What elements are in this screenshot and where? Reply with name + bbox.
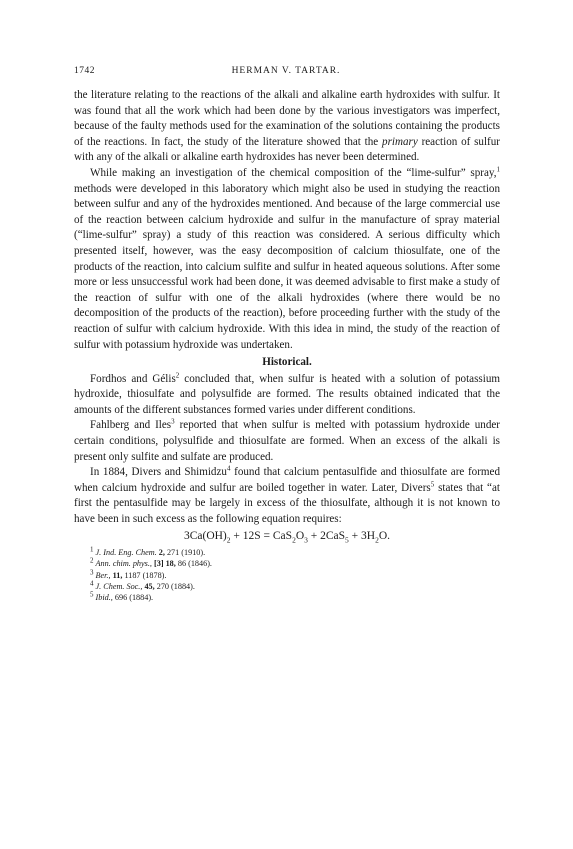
footnote-number: 1 bbox=[90, 545, 94, 554]
eq-subscript: 2 bbox=[292, 534, 296, 544]
eq-term: + 2CaS bbox=[307, 529, 346, 542]
eq-subscript: 2 bbox=[375, 534, 379, 544]
text-run: found that calcium pentasulfide and thiosulfate are formed when calcium hydroxide and sulfur are boiled together in water. Later, Divers bbox=[74, 466, 501, 494]
footnote-ref-3: 3 bbox=[171, 417, 175, 426]
footnote-pages: 270 (1884). bbox=[156, 581, 195, 591]
footnote-number: 2 bbox=[90, 556, 94, 565]
footnote-1 bbox=[74, 547, 500, 558]
footnote-volume: 11, bbox=[112, 570, 123, 580]
footnote-journal: Ann. chim. phys., bbox=[95, 559, 152, 569]
text-run: reported that when sulfur is melted with potassium hydroxide under certain conditions, polysulfide and thiosulfate are formed. When an excess of the alkali is present only sulfite and sulfate are produced. bbox=[74, 419, 500, 463]
footnotes bbox=[74, 547, 500, 603]
footnote-journal: Ber., bbox=[95, 570, 111, 580]
historical-paragraph-2 bbox=[74, 418, 500, 465]
text-run: reaction of sulfur with any of the alkali or alkaline earth hydroxides has never been determined. bbox=[74, 135, 500, 164]
footnote-ref-1: 1 bbox=[496, 165, 500, 174]
running-head: HERMAN V. TARTAR. bbox=[231, 66, 341, 76]
footnote-volume: [3] 18, bbox=[154, 559, 176, 569]
eq-term: + 12S = CaS bbox=[230, 529, 293, 542]
emphasis-primary: primary bbox=[382, 135, 418, 148]
text-run: the literature relating to the reactions of the alkali and alkaline earth hydroxides with sulfur. It was found that all the work which had been done by the various investigators was imperfect, because of the faulty methods used for the examination of the solutions containing the products of the reactions. In fact, the study of the literature showed that the bbox=[74, 89, 500, 148]
eq-term: O. bbox=[378, 529, 391, 542]
text-run: Fahlberg and Iles bbox=[90, 419, 172, 432]
footnote-pages: 1187 (1878). bbox=[124, 570, 167, 580]
footnote-ref-5: 5 bbox=[430, 480, 435, 489]
text-run: In 1884, Divers and Shimidzu bbox=[90, 466, 227, 479]
historical-paragraph-3 bbox=[74, 465, 500, 527]
footnote-pages: 86 (1846). bbox=[177, 559, 212, 569]
footnote-journal: J. Chem. Soc., bbox=[95, 581, 143, 591]
footnote-volume: 2, bbox=[158, 548, 165, 558]
footnote-4 bbox=[74, 581, 500, 592]
text-run: Fordhos and Gélis bbox=[90, 372, 176, 385]
chemical-equation bbox=[74, 529, 500, 545]
footnote-5 bbox=[74, 592, 500, 603]
footnote-number: 5 bbox=[90, 590, 94, 599]
footnote-3 bbox=[74, 567, 500, 581]
footnote-journal: J. Ind. Eng. Chem. bbox=[95, 548, 157, 558]
footnote-ref-2: 2 bbox=[175, 371, 180, 379]
text-run: concluded that, when sulfur is heated with a solution of potassium hydroxide, thiosulfate and polysulfide are formed. The results obtained indicated that the amounts of the different substances formed varies under different conditions. bbox=[74, 372, 500, 416]
historical-paragraph-1 bbox=[74, 372, 500, 419]
footnote-pages: 271 (1910). bbox=[166, 548, 206, 558]
page-number: 1742 bbox=[74, 66, 95, 76]
eq-subscript: 2 bbox=[226, 534, 231, 544]
eq-subscript: 3 bbox=[304, 534, 308, 544]
footnote-2 bbox=[74, 558, 500, 569]
footnote-volume: 45, bbox=[144, 581, 155, 591]
footnote-ref-4: 4 bbox=[226, 464, 231, 473]
text-run: states that “at first the pentasulfide may be largely in excess of the thiosulfate, although it is not known to have been in such excess as the following equation requires: bbox=[74, 481, 500, 526]
eq-term: + 3H bbox=[348, 529, 376, 542]
section-heading-historical: Historical. bbox=[262, 356, 312, 369]
intro-paragraph-1 bbox=[74, 88, 500, 166]
eq-term: 3Ca(OH) bbox=[183, 529, 227, 542]
text-run: methods were developed in this laboratory which might also be used in studying the reaction between sulfur and any of the hydroxides mentioned. And because of the large commercial use of the reaction between calcium hydroxide and sulfur in the manufacture of spray material (“lime-sulfur” spray) a study of this reaction was considered. A serious difficulty which presented itself, however, was the easy decomposition of calcium thiosulfate, one of the products of the reaction, into calcium sulfite and sulfur in heated aqueous solutions. After some more or less unsuccessful work had been done, it was deemed advisable to first make a study of the reaction of sulfur with one of the alkali hydroxides (where there would be no decomposition of the products of the reaction), before proceeding further with the study of the reaction of sulfur with calcium hydroxide. With this idea in mind, the study of the reaction of sulfur with potassium hydroxide was undertaken. bbox=[74, 182, 500, 351]
footnote-number: 3 bbox=[90, 567, 94, 576]
text-run: While making an investigation of the chemical composition of the “lime-sulfur” spray, bbox=[90, 166, 497, 179]
article-body bbox=[74, 88, 500, 603]
footnote-pages: 696 (1884). bbox=[114, 593, 154, 603]
footnote-journal: Ibid., bbox=[95, 593, 113, 603]
footnote-number: 4 bbox=[90, 579, 94, 588]
eq-term: O bbox=[295, 529, 305, 542]
eq-subscript: 5 bbox=[345, 534, 349, 544]
intro-paragraph-2 bbox=[74, 166, 500, 353]
